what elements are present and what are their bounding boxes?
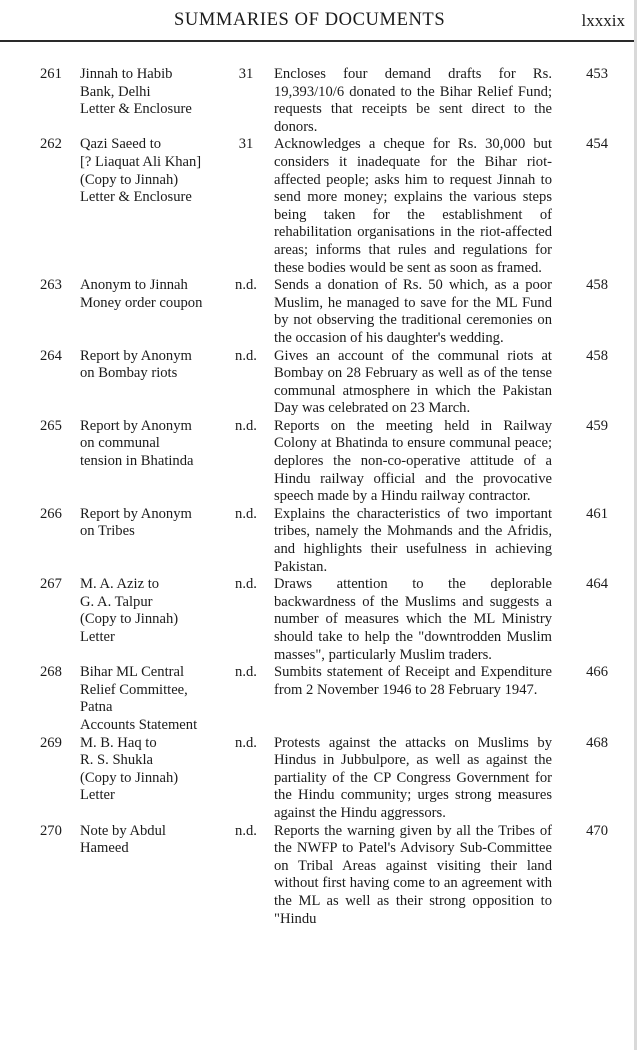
entry-title-line: Letter — [80, 787, 115, 804]
entry-summary: Encloses four demand drafts for Rs. 19,393/10/6 donated to the Bihar Relief Fund; requests that receipts be sent direct to the donors. — [274, 66, 552, 135]
page-title: SUMMARIES OF DOCUMENTS — [174, 10, 446, 30]
entry-title — [80, 735, 226, 823]
entry-title-line: (Copy to Jinnah) — [80, 171, 179, 188]
entry-title-line: Qazi Saeed to — [80, 136, 162, 153]
entry-page-number: 459 — [586, 417, 608, 434]
document-entry — [40, 136, 637, 277]
entry-title-line: Money order coupon — [80, 294, 203, 311]
entry-date: n.d. — [235, 734, 257, 751]
entry-summary: Gives an account of the communal riots at Bombay on 28 February as well as of the tense communal atmosphere in which the Pakistan Day was celebrated on 23 March. — [274, 347, 552, 417]
entry-summary: Reports the warning given by all the Tribes of the NWFP to Patel's Advisory Sub-Committee on Tribal Areas against visiting their land without first having come to an agreement with the ML as well as their strong opposition to "Hindu — [274, 822, 552, 927]
entry-summary: Draws attention to the deplorable backwardness of the Muslims and suggests a number of measures which the ML Ministry should take to help the "downtrodden Muslim masses", particularly Muslim traders. — [274, 576, 552, 663]
document-entry — [40, 576, 637, 664]
header-rule — [0, 40, 637, 42]
entry-title-line: Letter — [80, 629, 115, 645]
entry-number: 270 — [40, 822, 62, 839]
entry-number: 261 — [40, 66, 62, 82]
entry-title-line: Hameed — [80, 840, 129, 857]
entry-number: 264 — [40, 347, 62, 364]
entry-title — [80, 136, 226, 277]
entry-title-line: G. A. Talpur — [80, 593, 153, 610]
entry-title — [80, 418, 226, 506]
entry-page-number: 458 — [586, 347, 608, 364]
entry-title — [80, 664, 226, 734]
document-summary-list — [0, 66, 637, 928]
document-entry — [40, 664, 637, 734]
entry-page-number: 458 — [586, 277, 608, 294]
entry-title-line: M. A. Aziz to — [80, 576, 160, 593]
entry-number: 268 — [40, 664, 62, 681]
entry-page-number: 468 — [586, 734, 608, 751]
entry-summary: Explains the characteristics of two important tribes, namely the Mohmands and the Afridis, and highlights their usefulness in achieving Pakistan. — [274, 505, 552, 575]
entry-title-line: Bihar ML Central — [80, 664, 185, 681]
entry-summary: Sumbits statement of Receipt and Expenditure from 2 November 1946 to 28 February 1947. — [274, 664, 552, 698]
entry-title — [80, 823, 226, 929]
entry-title-line: Accounts Statement — [80, 716, 198, 733]
entry-title-line: R. S. Shukla — [80, 752, 153, 769]
entry-title — [80, 506, 226, 576]
entry-title-line: M. B. Haq to — [80, 734, 157, 751]
entry-summary: Sends a donation of Rs. 50 which, as a poor Muslim, he managed to save for the ML Fund by not observing the traditional ceremonies on the occasion of his daughter's wedding. — [274, 277, 552, 346]
entry-page-number: 466 — [586, 664, 608, 681]
entry-number: 262 — [40, 136, 62, 153]
document-entry — [40, 66, 637, 136]
entry-date: n.d. — [235, 347, 257, 364]
entry-title-line: on Tribes — [80, 523, 135, 540]
entry-title-line: Relief Committee, — [80, 681, 188, 698]
entry-title-line: [? Liaquat Ali Khan] — [80, 153, 202, 170]
entry-title-line: Anonym to Jinnah — [80, 277, 188, 294]
document-entry — [40, 277, 637, 347]
entry-date: 31 — [238, 136, 254, 153]
page-header — [0, 10, 637, 36]
document-entry — [40, 735, 637, 823]
entry-page-number: 461 — [586, 505, 608, 522]
entry-date: n.d. — [235, 664, 257, 681]
entry-date: n.d. — [235, 277, 257, 294]
entry-number: 263 — [40, 277, 62, 294]
entry-title-line: Report by Anonym — [80, 347, 192, 364]
entry-date: n.d. — [235, 822, 257, 839]
entry-date: n.d. — [235, 505, 257, 522]
document-entry — [40, 418, 637, 506]
entry-title-line: Bank, Delhi — [80, 83, 151, 100]
entry-title-line: Patna — [80, 699, 113, 716]
entry-summary: Reports on the meeting held in Railway Colony at Bhatinda to ensure communal peace; deplores the non-co-operative attitude of a Hindu railway official and the provocative speech made by a Hindu railway contractor. — [274, 417, 552, 505]
entry-number: 266 — [40, 505, 62, 522]
entry-title-line: (Copy to Jinnah) — [80, 611, 179, 628]
entry-title — [80, 277, 226, 347]
entry-title-line: Jinnah to Habib — [80, 66, 173, 82]
entry-summary: Protests against the attacks on Muslims by Hindus in Jubbulpore, as well as against the partiality of the CP Congress Government for the Hindu community; urges strong measures against the Hindu aggressors. — [274, 734, 552, 821]
entry-title — [80, 576, 226, 664]
document-entry — [40, 506, 637, 576]
entry-summary: Acknowledges a cheque for Rs. 30,000 but considers it inadequate for the Bihar riot-affected people; asks him to request Jinnah to send more money; explains the various steps being taken for the establishment of rehabilitation organisations in the riot-affected areas; informs that rules and regulations for these bodies would be sent as soon as framed. — [274, 136, 552, 276]
entry-number: 267 — [40, 576, 62, 593]
entry-date: 31 — [238, 66, 254, 82]
document-entry — [40, 348, 637, 418]
entry-title-line: Report by Anonym — [80, 417, 192, 434]
entry-date: n.d. — [235, 417, 257, 434]
entry-title-line: on communal — [80, 435, 160, 452]
entry-number: 265 — [40, 417, 62, 434]
entry-number: 269 — [40, 734, 62, 751]
document-entry — [40, 823, 637, 929]
page-number: lxxxix — [581, 11, 625, 30]
entry-date: n.d. — [235, 576, 257, 593]
entry-title-line: Report by Anonym — [80, 505, 192, 522]
entry-page-number: 464 — [586, 576, 608, 593]
entry-title-line: Letter & Enclosure — [80, 101, 192, 118]
entry-page-number: 470 — [586, 822, 608, 839]
entry-page-number: 454 — [586, 136, 608, 153]
entry-title — [80, 348, 226, 418]
entry-page-number: 453 — [586, 66, 608, 82]
entry-title-line: Letter & Enclosure — [80, 189, 192, 206]
entry-title — [80, 66, 226, 136]
entry-title-line: (Copy to Jinnah) — [80, 769, 179, 786]
entry-title-line: on Bombay riots — [80, 365, 178, 382]
entry-title-line: Note by Abdul — [80, 822, 166, 839]
entry-title-line: tension in Bhatinda — [80, 453, 194, 470]
